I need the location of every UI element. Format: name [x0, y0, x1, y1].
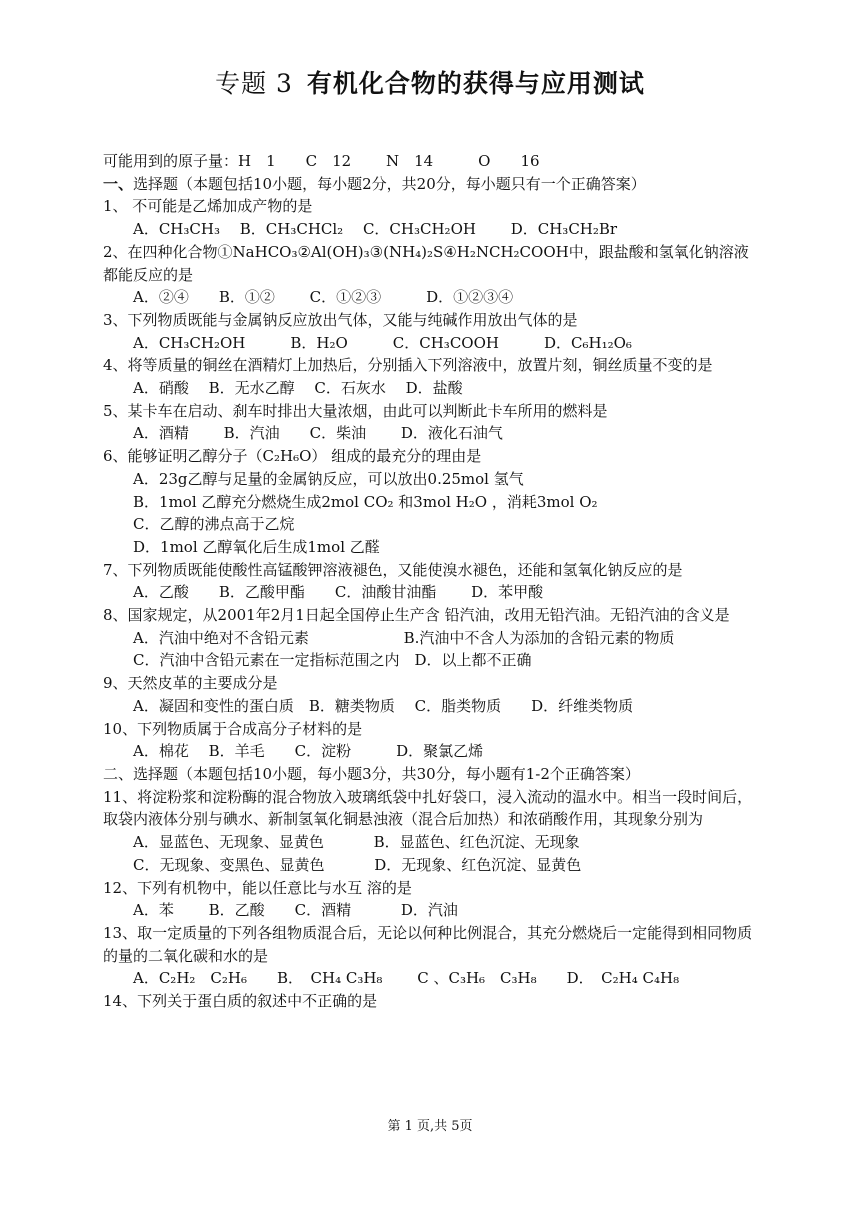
atomic-masses-line: 可能用到的原子量：H 1 C 12 N 14 O 16 [103, 152, 540, 170]
question-11-options-ab: A．显蓝色、无现象、显黄色 B．显蓝色、红色沉淀、无现象 [133, 833, 580, 852]
question-body [103, 150, 759, 1013]
question-9: 9、天然皮革的主要成分是 [103, 674, 278, 693]
question-1-options: A．CH₃CH₃ B．CH₃CHCl₂ C．CH₃CH₂OH D．CH₃CH₂Br [133, 220, 618, 239]
section-1-header [103, 173, 759, 196]
document-title [0, 64, 860, 100]
question-5-options: A．酒精 B．汽油 C．柴油 D．液化石油气 [133, 424, 503, 443]
question-10: 10、下列物质属于合成高分子材料的是 [103, 719, 363, 738]
question-6-option-b: B．1mol 乙醇充分燃烧生成2mol CO₂ 和3mol H₂O ，消耗3mol O₂ [133, 492, 598, 511]
question-4-options: A．硝酸 B．无水乙醇 C．石灰水 D．盐酸 [133, 379, 463, 398]
title-main: 有机化合物的获得与应用测试 [306, 69, 645, 98]
question-6: 6、能够证明乙醇分子（C₂H₆O） 组成的最充分的理由是 [103, 447, 482, 466]
question-5: 5、某卡车在启动、刹车时排出大量浓烟，由此可以判断此卡车所用的燃料是 [103, 401, 608, 420]
question-3-options: A．CH₃CH₂OH B．H₂O C．CH₃COOH D．C₆H₁₂O₆ [133, 333, 632, 352]
question-13-options: A．C₂H₂ C₂H₆ B． CH₄ C₃H₈ C 、C₃H₆ C₃H₈ D． C₂H₄ C₄H₈ [133, 969, 680, 988]
question-8-options-cd: C．汽油中含铅元素在一定指标范围之内 D．以上都不正确 [133, 651, 532, 670]
question-4: 4、将等质量的铜丝在酒精灯上加热后，分别插入下列溶液中，放置片刻，铜丝质量不变的是 [103, 356, 713, 375]
question-6-option-a: A．23g乙醇与足量的金属钠反应，可以放出0.25mol 氢气 [133, 469, 524, 488]
question-3: 3、下列物质既能与金属钠反应放出气体，又能与纯碱作用放出气体的是 [103, 310, 578, 329]
question-12: 12、下列有机物中，能以任意比与水互 溶的是 [103, 878, 412, 897]
question-11: 11、将淀粉浆和淀粉酶的混合物放入玻璃纸袋中扎好袋口，浸入流动的温水中。相当一段时间后，取袋内液体分别与碘水、新制氢氧化铜悬浊液（混合后加热）和浓硝酸作用，其现象分别为 [103, 787, 753, 829]
question-8-options-ab: A．汽油中绝对不含铅元素 B.汽油中不含人为添加的含铅元素的物质 [133, 628, 675, 647]
question-14: 14、下列关于蛋白质的叙述中不正确的是 [103, 992, 378, 1011]
question-6-option-c: C．乙醇的沸点高于乙烷 [133, 515, 295, 534]
question-7-options: A．乙酸 B．乙酸甲酯 C．油酸甘油酯 D．苯甲酸 [133, 583, 544, 602]
question-10-options: A．棉花 B．羊毛 C．淀粉 D．聚氯乙烯 [133, 742, 484, 761]
question-13: 13、取一定质量的下列各组物质混合后，无论以何种比例混合，其充分燃烧后一定能得到相同物质的量的二氧化碳和水的是 [103, 923, 753, 965]
question-2: 2、在四种化合物①NaHCO₃②Al(OH)₃③(NH₄)₂S④H₂NCH₂COOH中，跟盐酸和氢氧化钠溶液都能反应的是 [103, 242, 749, 284]
section-1-text: 选择题（本题包括10小题，每小题2分，共20分，每小题只有一个正确答案） [133, 174, 646, 193]
question-8: 8、国家规定，从2001年2月1日起全国停止生产含 铅汽油，改用无铅汽油。无铅汽油的含义是 [103, 606, 730, 625]
section-2-header: 二、选择题（本题包括10小题，每小题3分，共30分，每小题有1-2个正确答案） [103, 764, 640, 783]
title-topic-number: 专题 3 [215, 69, 293, 98]
question-2-options: A．②④ B．①② C．①②③ D．①②③④ [133, 288, 514, 307]
section-1-number: 一、 [103, 174, 134, 193]
question-6-option-d: D．1mol 乙醇氧化后生成1mol 乙醛 [133, 537, 380, 556]
question-12-options: A．苯 B．乙酸 C．酒精 D．汽油 [133, 901, 458, 920]
question-1: 1、 不可能是乙烯加成产物的是 [103, 197, 313, 216]
question-7: 7、下列物质既能使酸性高锰酸钾溶液褪色，又能使溴水褪色，还能和氢氧化钠反应的是 [103, 560, 683, 579]
question-11-options-cd: C．无现象、变黑色、显黄色 D．无现象、红色沉淀、显黄色 [133, 855, 582, 874]
question-9-options: A．凝固和变性的蛋白质 B．糖类物质 C．脂类物质 D．纤维类物质 [133, 696, 634, 715]
page-footer: 第 1 页,共 5页 [387, 1119, 473, 1134]
